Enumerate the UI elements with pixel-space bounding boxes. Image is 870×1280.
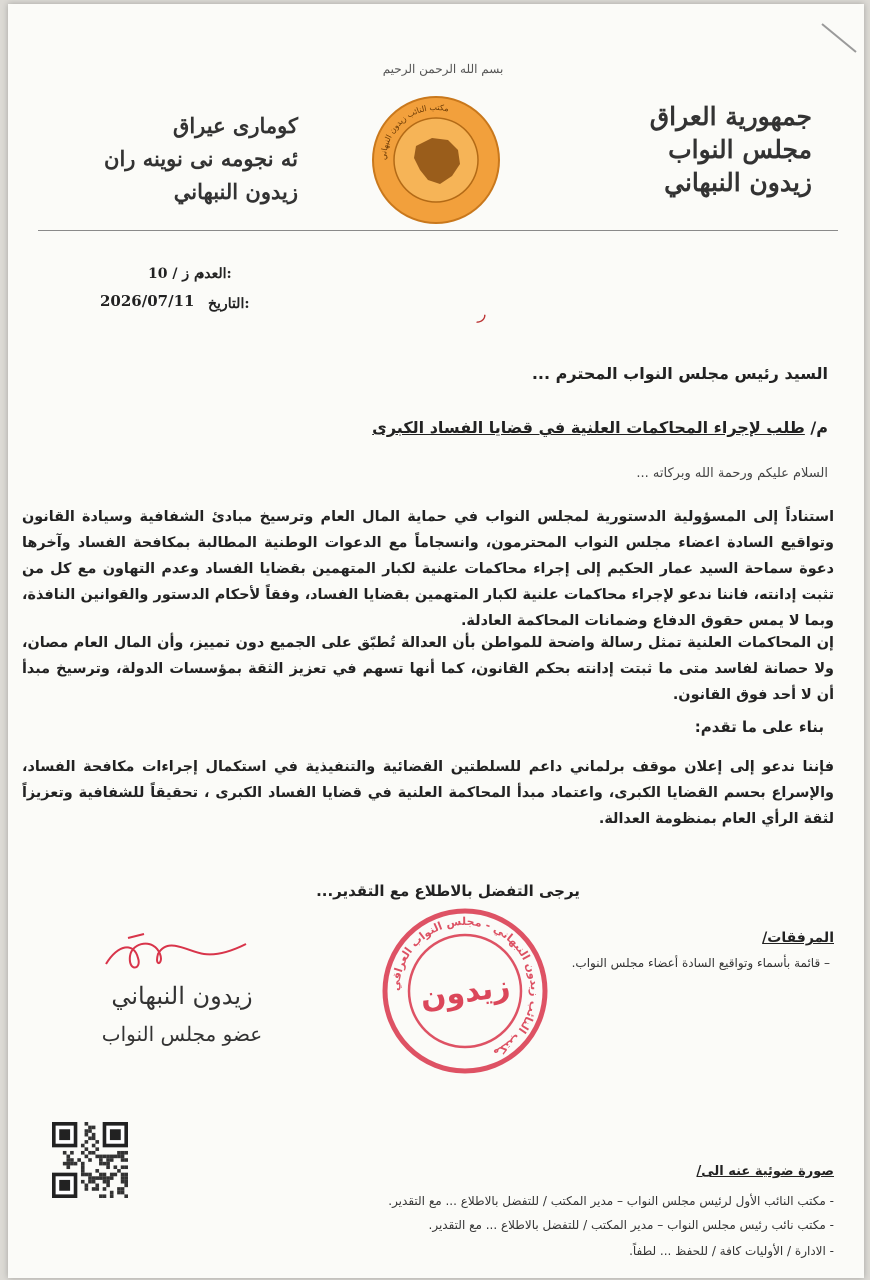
- number-label: العدد:: [198, 266, 232, 282]
- closing-line: يرجى التفضل بالاطلاع مع التقدير...: [316, 882, 580, 900]
- qr-code: [52, 1122, 128, 1198]
- greeting-line: السلام عليكم ورحمة الله وبركاته ...: [636, 466, 828, 481]
- header-right-arabic: [582, 100, 812, 199]
- attachment-item: – قائمة بأسماء وتواقيع السادة أعضاء مجلس النواب.: [571, 956, 830, 970]
- based-on-heading: بناء على ما تقدم:: [694, 718, 824, 736]
- subject-text: طلب لإجراء المحاكمات العلنية في قضايا الفساد الكبرى: [372, 418, 805, 437]
- subject-line: [128, 418, 828, 437]
- official-stamp-seal: [380, 906, 550, 1076]
- body-paragraph-2: إن المحاكمات العلنية تمثل رسالة واضحة للمواطن بأن العدالة تُطبّق على الجميع دون تمييز، وأن المال العام مصان، ولا حصانة لفاسد متى ما ثبتت إدانته بحكم القانون، كما أنها تسهم في تعزيز الثقة بمؤسسات الدولة، وترسيخ مبدأ أن لا أحد فوق القانون.: [22, 635, 834, 703]
- body-paragraph-1: استناداً إلى المسؤولية الدستورية لمجلس النواب في حماية المال العام وترسيخ مبادئ الشفافية وسيادة القانون وتواقيع السادة اعضاء مجلس النواب المحترمون، وانسجاماً مع الدعوات الوطنية المطالبة بمكافحة الفساد وآخرها دعوة سماحة السيد عمار الحكيم إلى إجراء محاكمات علنية لكبار المتهمين بقضايا الفساد وعدم التهاون مع كل من تثبت إدانته، فاننا ندعو لإجراء محاكمات علنية لكبار المتهمين بقضايا الفساد، وفقاً لأحكام الدستور والقوانين النافذة، وبما لا يمس حقوق الدفاع وضمانات المحاكمة العادلة.: [22, 509, 834, 629]
- seal-center-text: زيدون: [418, 968, 513, 1017]
- cc-item-2: - مكتب نائب رئيس مجلس النواب – مدير المكتب / للتفضل بالاطلاع ... مع التقدير.: [428, 1218, 834, 1232]
- attachments-title: المرفقات/: [762, 930, 834, 946]
- office-emblem-logo: [370, 94, 502, 226]
- header-left-line-1: كوماری عيراق: [173, 113, 298, 138]
- folded-corner: [818, 22, 858, 62]
- subject-prefix: م/: [810, 418, 828, 437]
- header-divider: [38, 230, 838, 231]
- emblem-ring-text: مكتب النائب زيدون النبهاني: [378, 102, 450, 161]
- seal-ring-text: مكتب النائب زيدون النبهاني - مجلس النواب العراقي: [388, 914, 542, 1060]
- basmala-text: بسم الله الرحمن الرحيم: [382, 62, 504, 76]
- header-right-line-1: جمهورية العراق: [649, 102, 812, 131]
- addressee-line: السيد رئيس مجلس النواب المحترم ...: [531, 364, 828, 383]
- header-left-line-2: ئه نجومه نی نوينه ران: [104, 146, 298, 171]
- signatory-title: عضو مجلس النواب: [101, 1022, 263, 1046]
- header-left-kurdish: [68, 109, 298, 208]
- number-value: م ز / 10: [148, 266, 203, 282]
- pen-mark: ﺭ: [478, 304, 486, 323]
- header-left-line-3: زيدون النبهاني: [173, 179, 298, 204]
- cc-title: صورة ضوئية عنه الى/: [696, 1164, 834, 1179]
- handwritten-signature: [58, 924, 298, 984]
- header-right-line-2: مجلس النواب: [668, 135, 812, 164]
- date-value: 2026/07/11: [100, 292, 195, 310]
- signatory-name: زيدون النبهاني: [111, 982, 253, 1010]
- letter-page: [8, 4, 864, 1278]
- cc-item-3: - الادارة / الأوليات كافة / للحفظ ... لطفاً.: [629, 1244, 834, 1258]
- date-label: التاريخ:: [208, 296, 250, 312]
- cc-item-1: - مكتب النائب الأول لرئيس مجلس النواب – مدير المكتب / للتفضل بالاطلاع ... مع التقدير.: [388, 1194, 834, 1208]
- body-paragraph-3: فإننا ندعو إلى إعلان موقف برلماني داعم للسلطتين القضائية والتنفيذية في استكمال إجراءات مكافحة الفساد، والإسراع بحسم القضايا الكبرى، واعتماد مبدأ المحاكمة العلنية في قضايا الفساد الكبرى ، تحقيقاً للشفافية وتعزيزاً لثقة الرأي العام بمنظومة العدالة.: [22, 759, 834, 827]
- header-right-line-3: زيدون النبهاني: [664, 168, 812, 197]
